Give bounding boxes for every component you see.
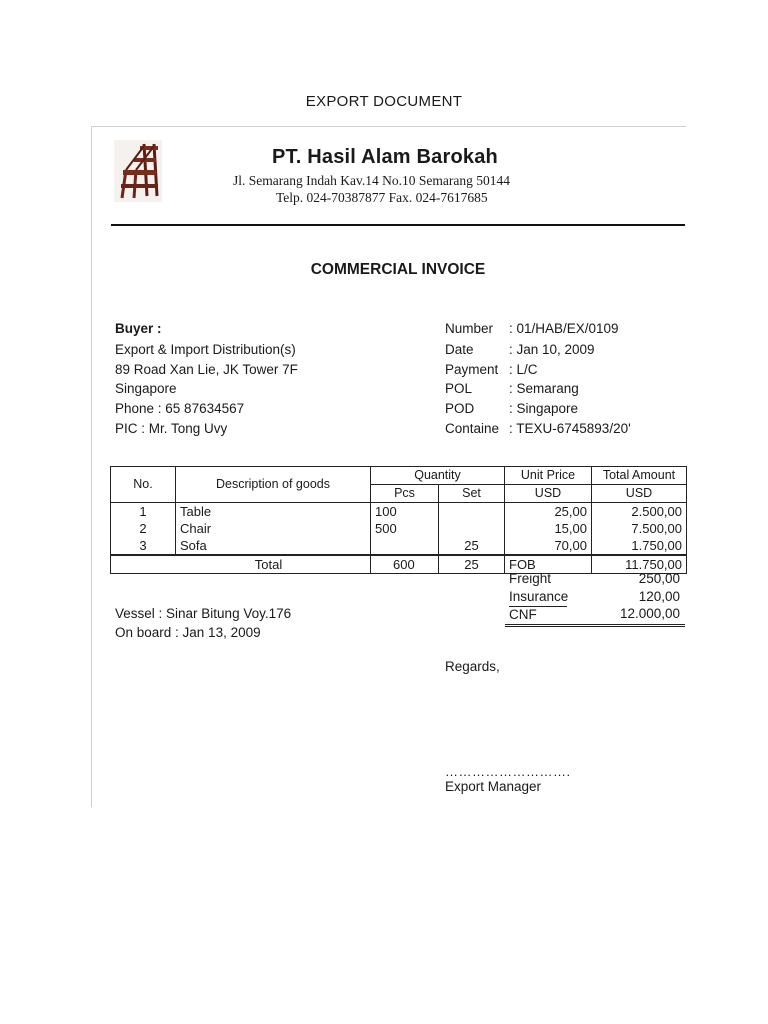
table-row — [111, 520, 687, 537]
ladder-chair-icon — [114, 140, 162, 202]
invoice-title: COMMERCIAL INVOICE — [310, 261, 486, 278]
row-description: Sofa — [176, 537, 371, 555]
col-header-total-amount: Total Amount — [592, 467, 687, 485]
summary-label: Insurance — [509, 588, 569, 604]
col-header-set: Set — [439, 485, 505, 503]
col-header-usd-unit: USD — [505, 485, 592, 503]
row-unit-price: 25,00 — [505, 503, 592, 521]
col-header-pcs: Pcs — [371, 485, 439, 503]
vessel-info: Vessel : Sinar Bitung Voy.176 — [115, 606, 292, 621]
meta-label-pod: POD — [445, 401, 475, 416]
buyer-address: 89 Road Xan Lie, JK Tower 7F — [115, 362, 298, 377]
col-header-no: No. — [111, 467, 176, 503]
buyer-pic: PIC : Mr. Tong Uvy — [115, 421, 228, 436]
summary-row-insurance — [505, 589, 685, 607]
row-total: 2.500,00 — [592, 503, 687, 521]
row-unit-price: 70,00 — [505, 537, 592, 555]
row-no: 1 — [111, 503, 176, 521]
total-term: FOB — [505, 555, 592, 574]
summary-value: 120,00 — [638, 588, 680, 604]
row-description: Chair — [176, 520, 371, 537]
meta-label-pol: POL — [445, 381, 473, 396]
row-set: 25 — [439, 537, 505, 555]
row-unit-price: 15,00 — [505, 520, 592, 537]
items-table — [110, 466, 687, 574]
summary-value: 12.000,00 — [619, 606, 680, 621]
table-row — [111, 537, 687, 555]
company-name: PT. Hasil Alam Barokah — [272, 146, 498, 168]
regards-text: Regards, — [445, 659, 500, 674]
onboard-date: On board : Jan 13, 2009 — [115, 625, 261, 640]
meta-value-number: : 01/HAB/EX/0109 — [509, 321, 619, 336]
total-label: Total — [111, 555, 371, 574]
meta-label-number: Number — [445, 321, 494, 336]
buyer-city: Singapore — [115, 381, 177, 396]
meta-label-payment: Payment — [445, 362, 499, 377]
buyer-company: Export & Import Distribution(s) — [115, 342, 296, 357]
row-pcs: 100 — [371, 503, 439, 521]
summary-label: Freight — [509, 571, 552, 586]
signature-line: ………………………. — [445, 764, 571, 779]
meta-value-container: : TEXU-6745893/20' — [509, 421, 631, 436]
row-pcs — [371, 537, 439, 555]
buyer-phone: Phone : 65 87634567 — [115, 401, 245, 416]
document-title: EXPORT DOCUMENT — [305, 93, 463, 110]
col-header-description: Description of goods — [176, 467, 371, 503]
signatory-title: Export Manager — [445, 779, 542, 794]
col-header-unit-price: Unit Price — [505, 467, 592, 485]
meta-label-date: Date — [445, 342, 474, 357]
table-header-row — [111, 467, 687, 485]
row-description: Table — [176, 503, 371, 521]
row-pcs: 500 — [371, 520, 439, 537]
summary-block — [505, 571, 685, 627]
row-total: 7.500,00 — [592, 520, 687, 537]
row-set — [439, 503, 505, 521]
row-total: 1.750,00 — [592, 537, 687, 555]
total-pcs: 600 — [371, 555, 439, 574]
table-row — [111, 503, 687, 521]
buyer-label: Buyer : — [115, 321, 162, 336]
meta-value-payment: : L/C — [509, 362, 538, 377]
total-set: 25 — [439, 555, 505, 574]
meta-label-container: Containe — [445, 421, 500, 436]
company-address: Jl. Semarang Indah Kav.14 No.10 Semarang 50144 — [233, 173, 510, 188]
row-no: 3 — [111, 537, 176, 555]
header-divider — [111, 224, 685, 226]
total-amount: 11.750,00 — [592, 555, 687, 574]
summary-value: 250,00 — [638, 571, 680, 586]
meta-value-pol: : Semarang — [509, 381, 579, 396]
company-phone: Telp. 024-70387877 Fax. 024-7617685 — [276, 190, 488, 205]
col-header-quantity: Quantity — [371, 467, 505, 485]
row-set — [439, 520, 505, 537]
meta-value-date: : Jan 10, 2009 — [509, 342, 595, 357]
summary-label: CNF — [509, 606, 567, 622]
col-header-usd-total: USD — [592, 485, 687, 503]
meta-value-pod: : Singapore — [509, 401, 579, 416]
summary-row-cnf — [505, 606, 685, 627]
summary-row-freight — [505, 571, 685, 589]
row-no: 2 — [111, 520, 176, 537]
